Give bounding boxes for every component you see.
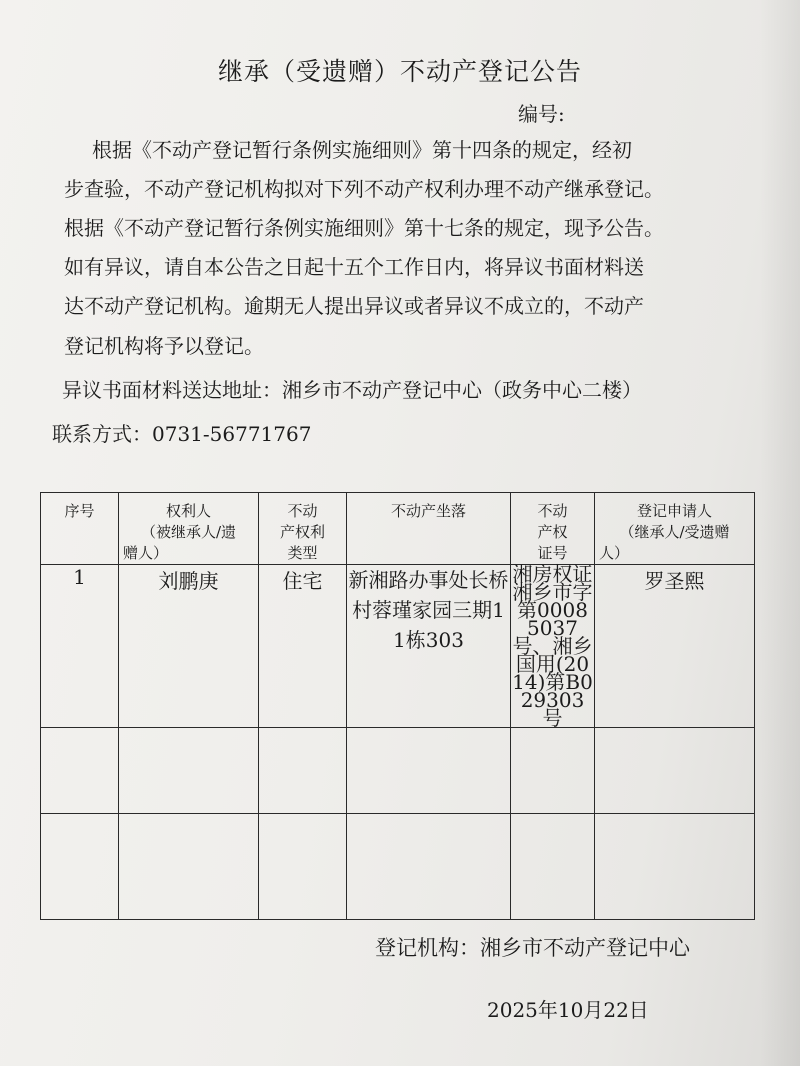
empty-cell: [41, 728, 119, 814]
empty-cell: [595, 728, 755, 814]
notice-title: 继承（受遗赠）不动产登记公告: [217, 57, 582, 86]
contact-info: 联系方式：0731-56771767: [52, 422, 312, 446]
notice-date: 2025年10月22日: [487, 998, 649, 1022]
empty-cell: [595, 814, 755, 920]
table-header-row: [41, 493, 755, 565]
empty-cell: [511, 728, 595, 814]
cell-holder: 刘鹏庚: [119, 565, 259, 728]
empty-cell: [259, 728, 347, 814]
notice-paragraph-line: 根据《不动产登记暂行条例实施细则》第十四条的规定，经初: [92, 138, 632, 162]
notice-paragraph-line: 步查验，不动产登记机构拟对下列不动产权利办理不动产继承登记。: [64, 177, 664, 201]
cell-seq: 1: [41, 565, 119, 728]
header-type-line: 产权利: [279, 523, 325, 541]
header-type-line: 类型: [287, 544, 318, 562]
header-holder-line: 权利人: [165, 502, 211, 520]
header-right-type: [259, 493, 347, 565]
cell-cert-number: 湘房权证湘乡市字第00085037号、湘乡国用(2014)第B029303号: [512, 562, 593, 730]
header-cert-line: 不动: [537, 502, 568, 520]
header-seq-label: 序号: [64, 502, 95, 520]
table-row-empty: [41, 814, 755, 920]
notice-paragraph-line: 登记机构将予以登记。: [64, 334, 264, 358]
header-holder-line: 赠人）: [123, 544, 169, 562]
notice-paragraph-line: 根据《不动产登记暂行条例实施细则》第十七条的规定，现予公告。: [64, 216, 664, 240]
header-cert-line: 证号: [537, 544, 568, 562]
cell-applicant: 罗圣熙: [595, 565, 755, 728]
cell-right-type: 住宅: [259, 565, 347, 728]
empty-cell: [119, 814, 259, 920]
header-type-line: 不动: [287, 502, 318, 520]
notice-paragraph-line: 达不动产登记机构。逾期无人提出异议或者异议不成立的，不动产: [64, 294, 644, 318]
header-location-label: 不动产坐落: [390, 502, 466, 520]
table-row: [41, 565, 755, 728]
objection-address: 异议书面材料送达地址：湘乡市不动产登记中心（政务中心二楼）: [62, 378, 642, 402]
notice-paragraph-line: 如有异议，请自本公告之日起十五个工作日内，将异议书面材料送: [64, 255, 644, 279]
header-applicant-line: 人）: [599, 544, 630, 562]
header-applicant-line: （继承人/受遗赠: [619, 523, 730, 541]
cell-location: 新湘路办事处长桥村蓉瑾家园三期11栋303: [347, 565, 511, 728]
header-applicant-line: 登记申请人: [636, 502, 712, 520]
empty-cell: [41, 814, 119, 920]
serial-number-label: 编号:: [518, 102, 565, 126]
registration-authority: 登记机构：湘乡市不动产登记中心: [375, 936, 690, 960]
header-holder-line: （被继承人/遗: [140, 523, 237, 541]
header-cert-number: [511, 493, 595, 565]
header-location: [347, 493, 511, 565]
table-row-empty: [41, 728, 755, 814]
header-holder: [119, 493, 259, 565]
empty-cell: [511, 814, 595, 920]
registration-table: [40, 492, 755, 920]
header-cert-line: 产权: [537, 523, 568, 541]
empty-cell: [119, 728, 259, 814]
header-seq: [41, 493, 119, 565]
empty-cell: [347, 728, 511, 814]
header-applicant: [595, 493, 755, 565]
empty-cell: [259, 814, 347, 920]
empty-cell: [347, 814, 511, 920]
